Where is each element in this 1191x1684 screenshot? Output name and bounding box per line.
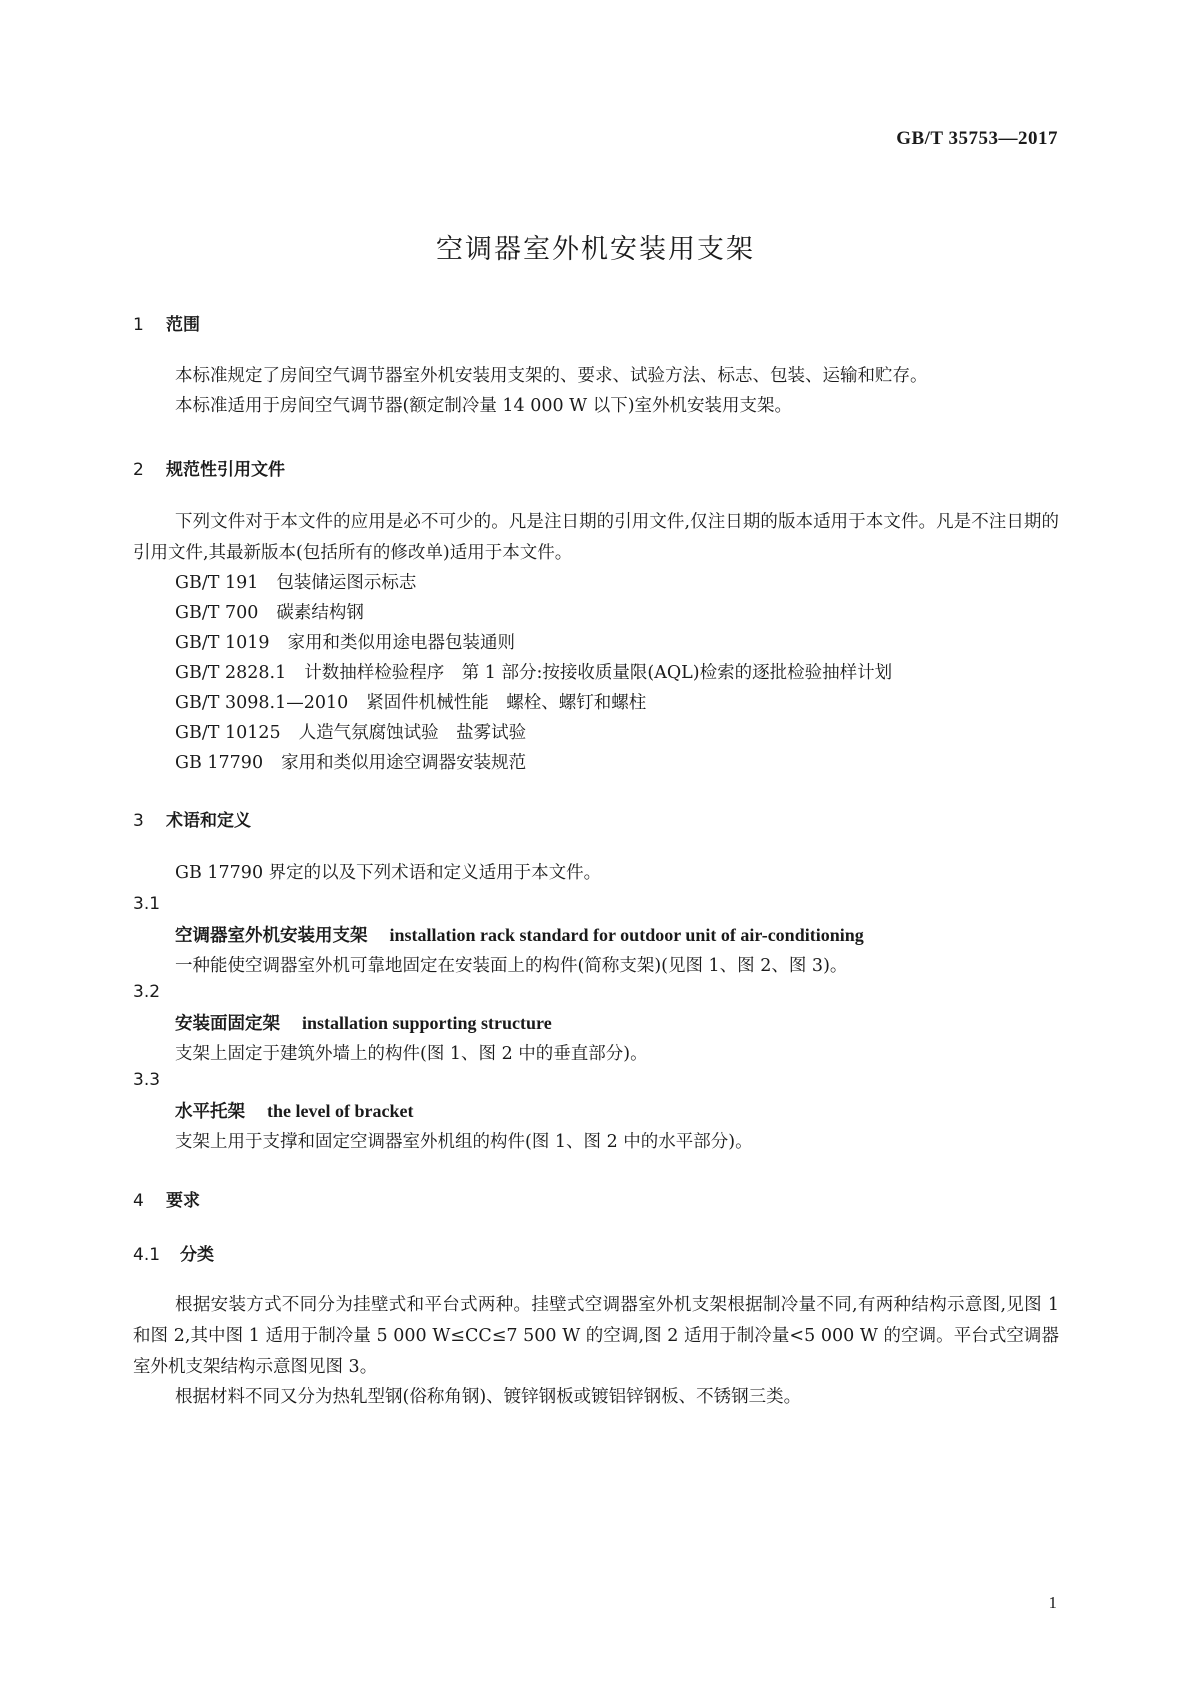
reference-title: 紧固件机械性能 螺栓、螺钉和螺柱 (366, 693, 647, 713)
classification-paragraph-1: 根据安装方式不同分为挂壁式和平台式两种。挂壁式空调器室外机支架根据制冷量不同,有两种结构示意图,见图 1 和图 2,其中图 1 适用于制冷量 5 000 W≤CC≤7 500 W 的空调,图 2 适用于制冷量<5 000 W 的空调。平台式空调器室外机支架结构示意图见图 3。 (133, 1295, 1059, 1377)
reference-title: 家用和类似用途电器包装通则 (287, 633, 516, 653)
section-2-heading (133, 455, 285, 480)
standard-code: GB/T 35753—2017 (896, 128, 1058, 149)
scope-paragraph-2: 本标准适用于房间空气调节器(额定制冷量 14 000 W 以下)室外机安装用支架。 (175, 396, 793, 416)
section-number: 1 (133, 315, 144, 335)
section-number: 4 (133, 1191, 144, 1211)
term-english: the level of bracket (267, 1101, 414, 1121)
reference-code: GB 17790 (175, 753, 264, 773)
term-chinese: 空调器室外机安装用支架 (175, 926, 368, 946)
reference-item (175, 719, 526, 744)
reference-code: GB/T 191 (175, 573, 259, 593)
section-title: 规范性引用文件 (166, 460, 285, 480)
reference-title: 人造气氛腐蚀试验 盐雾试验 (298, 723, 527, 743)
subsection-number: 4.1 (133, 1245, 161, 1265)
subsection-title: 分类 (180, 1245, 214, 1265)
term-english: installation rack standard for outdoor unit of air-conditioning (389, 925, 864, 945)
reference-title: 包装储运图示标志 (276, 573, 417, 593)
reference-item (175, 629, 515, 654)
reference-code: GB/T 700 (175, 603, 259, 623)
reference-item (175, 599, 364, 624)
scope-paragraph-1: 本标准规定了房间空气调节器室外机安装用支架的、要求、试验方法、标志、包装、运输和贮存。 (175, 366, 928, 386)
section-3-heading (133, 806, 251, 831)
section-number: 3 (133, 811, 144, 831)
reference-item (175, 689, 646, 714)
term-heading (175, 1098, 413, 1123)
term-number: 3.1 (133, 894, 161, 914)
term-english: installation supporting structure (302, 1013, 552, 1033)
reference-title: 碳素结构钢 (276, 603, 364, 623)
section-title: 要求 (166, 1191, 200, 1211)
reference-code: GB/T 3098.1—2010 (175, 693, 349, 713)
reference-item (175, 749, 526, 774)
term-number: 3.3 (133, 1070, 161, 1090)
section-1-heading (133, 310, 200, 335)
term-chinese: 安装面固定架 (175, 1014, 280, 1034)
term-heading (175, 1010, 552, 1035)
term-definition: 支架上用于支撑和固定空调器室外机组的构件(图 1、图 2 中的水平部分)。 (175, 1132, 753, 1152)
classification-paragraph-2: 根据材料不同又分为热轧型钢(俗称角钢)、镀锌钢板或镀铝锌钢板、不锈钢三类。 (175, 1387, 802, 1407)
reference-title: 家用和类似用途空调器安装规范 (281, 753, 527, 773)
term-chinese: 水平托架 (175, 1102, 245, 1122)
page-number: 1 (1048, 1593, 1057, 1612)
term-definition: 一种能使空调器室外机可靠地固定在安装面上的构件(简称支架)(见图 1、图 2、图 3)。 (175, 956, 848, 976)
term-number: 3.2 (133, 982, 161, 1002)
reference-item (175, 569, 416, 594)
section-4-heading (133, 1186, 200, 1211)
section-title: 术语和定义 (166, 811, 251, 831)
subsection-4-1-heading (133, 1240, 214, 1265)
reference-code: GB/T 1019 (175, 633, 270, 653)
terms-intro-paragraph: GB 17790 界定的以及下列术语和定义适用于本文件。 (175, 863, 602, 883)
term-definition: 支架上固定于建筑外墙上的构件(图 1、图 2 中的垂直部分)。 (175, 1044, 648, 1064)
reference-code: GB/T 2828.1 (175, 663, 287, 683)
section-title: 范围 (166, 315, 200, 335)
term-heading (175, 922, 864, 947)
reference-code: GB/T 10125 (175, 723, 281, 743)
references-intro-paragraph: 下列文件对于本文件的应用是必不可少的。凡是注日期的引用文件,仅注日期的版本适用于本文件。凡是不注日期的引用文件,其最新版本(包括所有的修改单)适用于本文件。 (133, 512, 1059, 563)
section-number: 2 (133, 460, 144, 480)
reference-title: 计数抽样检验程序 第 1 部分:按接收质量限(AQL)检索的逐批检验抽样计划 (304, 663, 893, 683)
reference-item (175, 659, 892, 684)
document-title: 空调器室外机安装用支架 (436, 234, 755, 265)
